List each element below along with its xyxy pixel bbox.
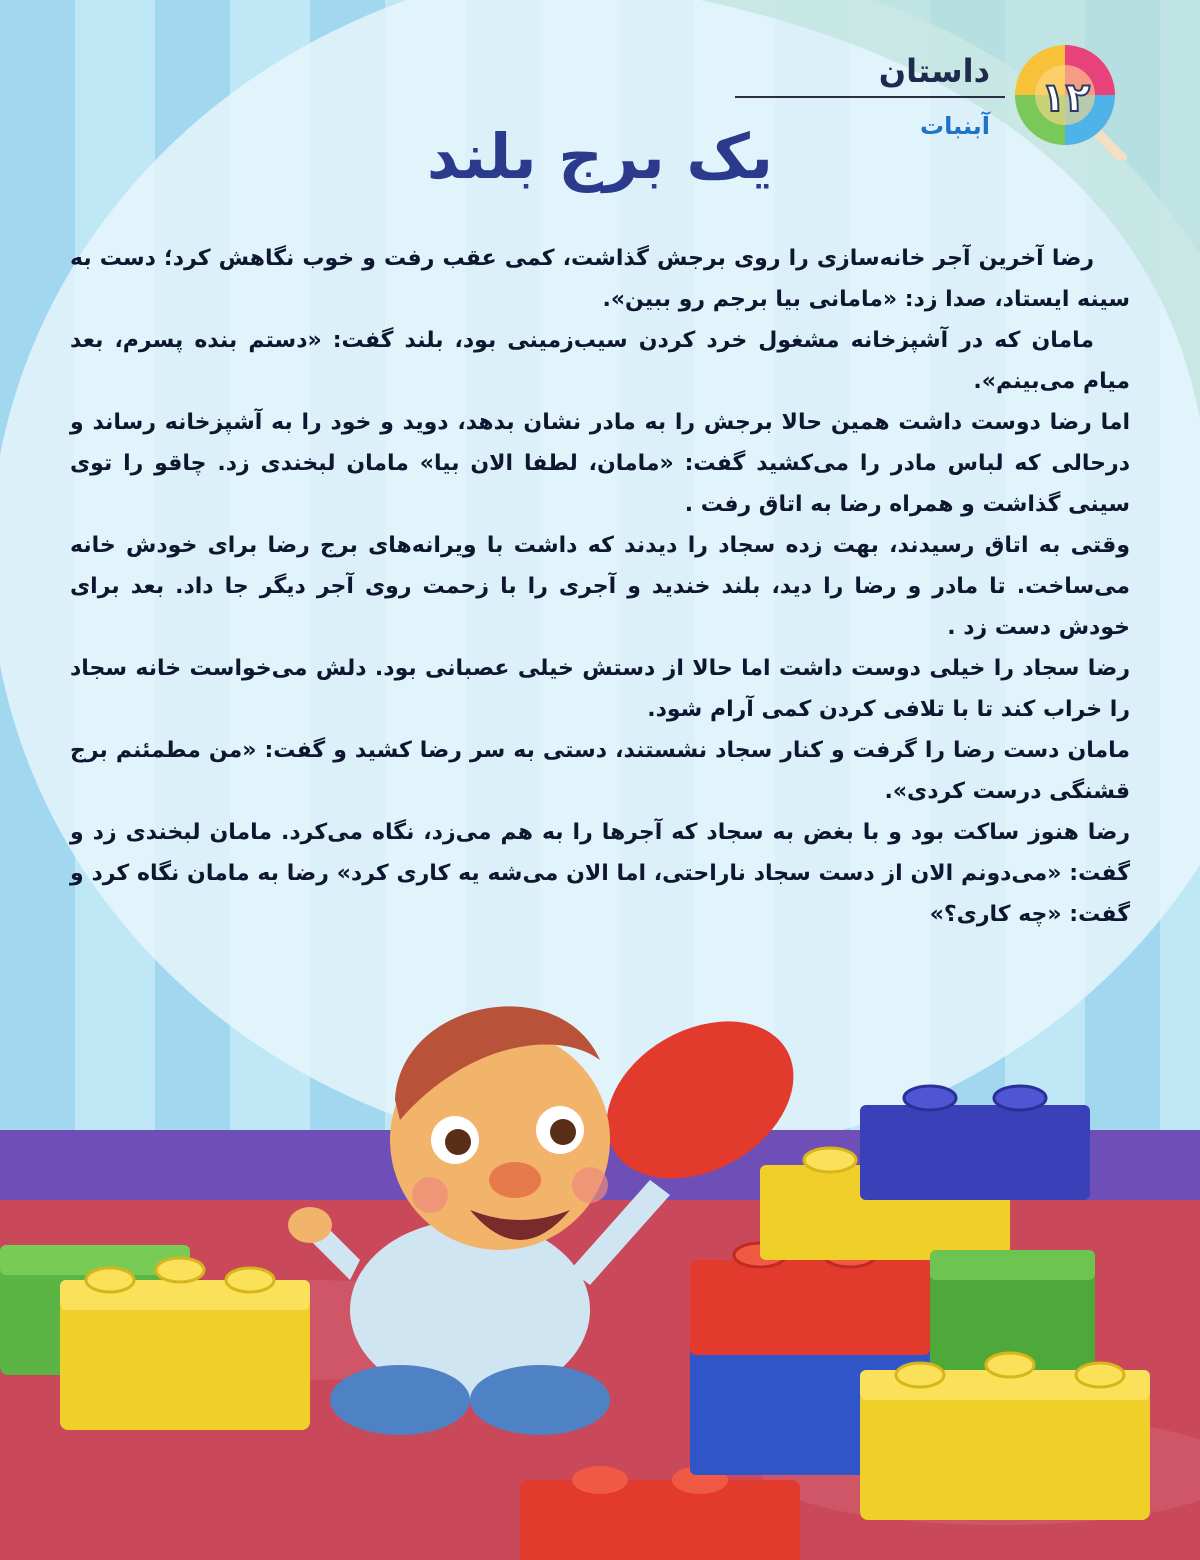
section-title: داستان	[878, 52, 990, 90]
red-block-bottom	[520, 1466, 800, 1560]
yellow-block-left	[60, 1258, 310, 1430]
boy-with-blocks-illustration	[0, 980, 1200, 1560]
story-paragraph: وقتی به اتاق رسیدند، بهت زده سجاد را دیدند که داشت با ویرانه‌های برج رضا برای خودش خانه می‌ساخت. تا مادر و رضا را دید، بلند خندید و آجری را با زحمت روی آجر دیگر جا داد. بعد برای خودش دست زد .	[70, 533, 1130, 640]
issue-number: ۱۲	[1041, 75, 1090, 121]
story-paragraph: اما رضا دوست داشت همین حالا برجش را به مادر نشان بدهد، دوید و خود را به آشپزخانه رساند و درحالی که لباس مادر را می‌کشید گفت: «مامان، لطفا الان بیا» مامان لبخندی زد. چاقو را توی سینی گذاشت و همراه رضا به اتاق رفت .	[70, 410, 1130, 517]
story-paragraph: مامان دست رضا را گرفت و کنار سجاد نشستند، دستی به سر رضا کشید و گفت: «من مطمئنم برج قشنگی درست کردی».	[70, 738, 1130, 804]
header-divider	[735, 96, 1005, 98]
blue-block-right	[860, 1086, 1090, 1200]
magazine-brand: آبنبات	[920, 112, 990, 140]
story-title: یک برج بلند	[426, 120, 774, 193]
story-paragraph: مامان که در آشپزخانه مشغول خرد کردن سیب‌زمینی بود، بلند گفت: «دستم بنده پسرم، بعد میام می‌بینم».	[70, 328, 1130, 394]
story-paragraph: رضا سجاد را خیلی دوست داشت اما حالا از دستش خیلی عصبانی بود. دلش می‌خواست خانه سجاد را خراب کند تا با تلافی کردن کمی آرام شود.	[70, 656, 1130, 722]
story-paragraph: رضا آخرین آجر خانه‌سازی را روی برجش گذاشت، کمی عقب رفت و خوب نگاهش کرد؛ دست به سینه ایستاد، صدا زد: «مامانی بیا برجم رو ببین».	[70, 246, 1130, 312]
story-paragraph: رضا هنوز ساکت بود و با بغض به سجاد که آجرها را به هم می‌زد، نگاه می‌کرد. مامان لبخندی زد و گفت: «می‌دونم الان از دست سجاد ناراحتی، اما الان می‌شه یه کاری کرد» رضا به مامان نگاه کرد و گفت: «چه کاری؟»	[70, 820, 1130, 927]
story-body	[70, 238, 1130, 935]
yellow-block-right	[860, 1353, 1150, 1520]
